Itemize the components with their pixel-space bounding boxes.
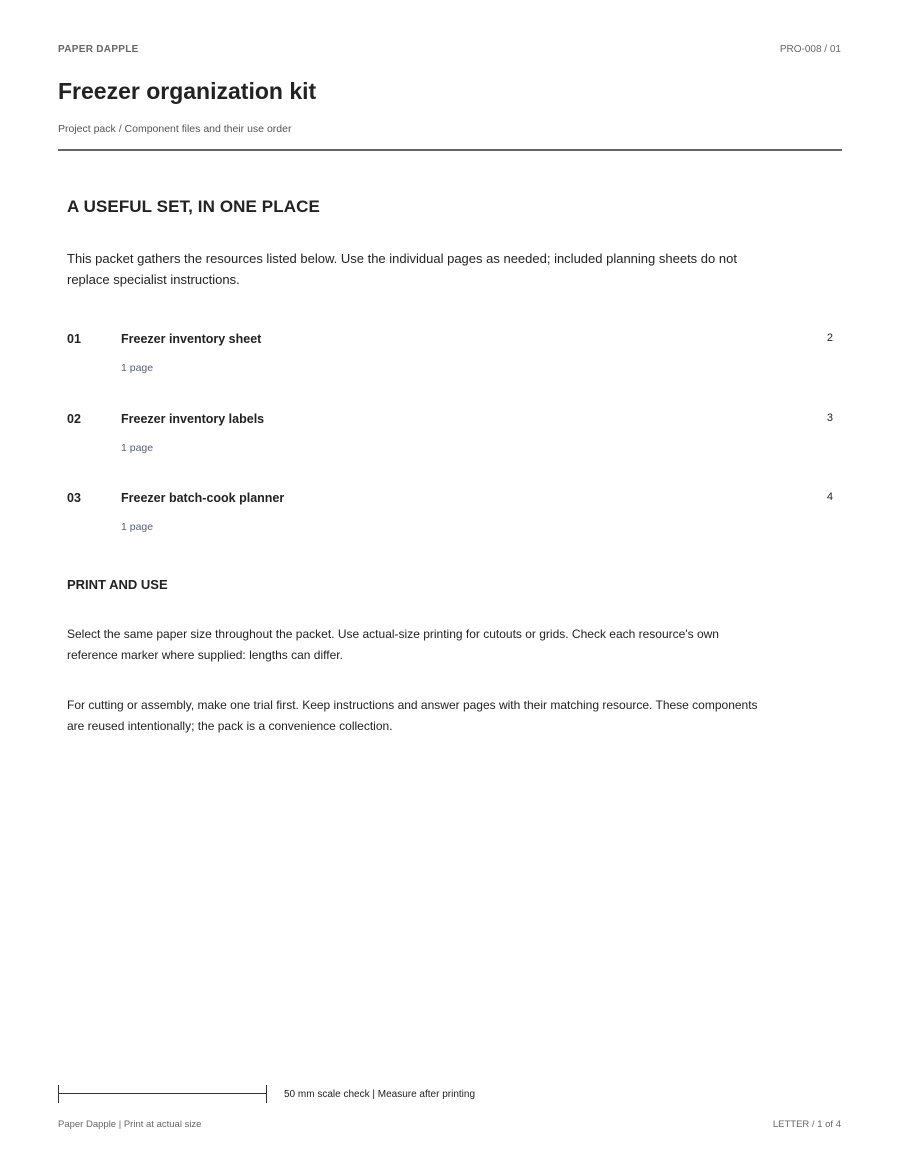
page-title: Freezer organization kit bbox=[58, 78, 317, 104]
scale-bar-line bbox=[58, 1093, 267, 1094]
item-page-reference: 4 bbox=[826, 491, 833, 503]
header-divider bbox=[58, 149, 842, 151]
contents-item bbox=[67, 332, 833, 392]
intro-heading: A USEFUL SET, IN ONE PLACE bbox=[67, 197, 320, 216]
scale-bar-left-tick bbox=[58, 1085, 59, 1103]
page-subtitle: Project pack / Component files and their use order bbox=[58, 123, 292, 135]
item-number: 02 bbox=[67, 412, 81, 426]
item-number: 01 bbox=[67, 332, 81, 346]
footer-page-indicator: LETTER / 1 of 4 bbox=[772, 1119, 841, 1130]
scale-check-label: 50 mm scale check | Measure after printing bbox=[284, 1089, 476, 1100]
print-paragraph: For cutting or assembly, make one trial first. Keep instructions and answer pages with their matching resource. These components are reused intentionally; the pack is a convenience collection. bbox=[67, 698, 758, 733]
item-page-count: 1 page bbox=[121, 521, 154, 533]
document-reference: PRO-008 / 01 bbox=[779, 44, 841, 55]
contents-item bbox=[67, 491, 833, 551]
item-page-count: 1 page bbox=[121, 442, 154, 454]
item-page-count: 1 page bbox=[121, 362, 154, 374]
print-paragraph: Select the same paper size throughout the packet. Use actual-size printing for cutouts or grids. Check each resource's own reference marker where supplied: lengths can differ. bbox=[67, 627, 719, 662]
contents-item bbox=[67, 412, 833, 472]
item-number: 03 bbox=[67, 491, 81, 505]
item-title: Freezer batch-cook planner bbox=[121, 491, 285, 505]
print-heading: PRINT AND USE bbox=[67, 577, 168, 592]
scale-bar-right-tick bbox=[266, 1085, 267, 1103]
footer-left-text: Paper Dapple | Print at actual size bbox=[58, 1119, 202, 1130]
item-title: Freezer inventory labels bbox=[121, 412, 265, 426]
intro-text: This packet gathers the resources listed below. Use the individual pages as needed; included planning sheets do not replace specialist instructions. bbox=[67, 251, 737, 287]
item-page-reference: 3 bbox=[826, 412, 833, 424]
item-title: Freezer inventory sheet bbox=[121, 332, 262, 346]
item-page-reference: 2 bbox=[826, 332, 833, 344]
brand-name: PAPER DAPPLE bbox=[58, 44, 139, 55]
scale-check-bar bbox=[58, 1085, 268, 1103]
